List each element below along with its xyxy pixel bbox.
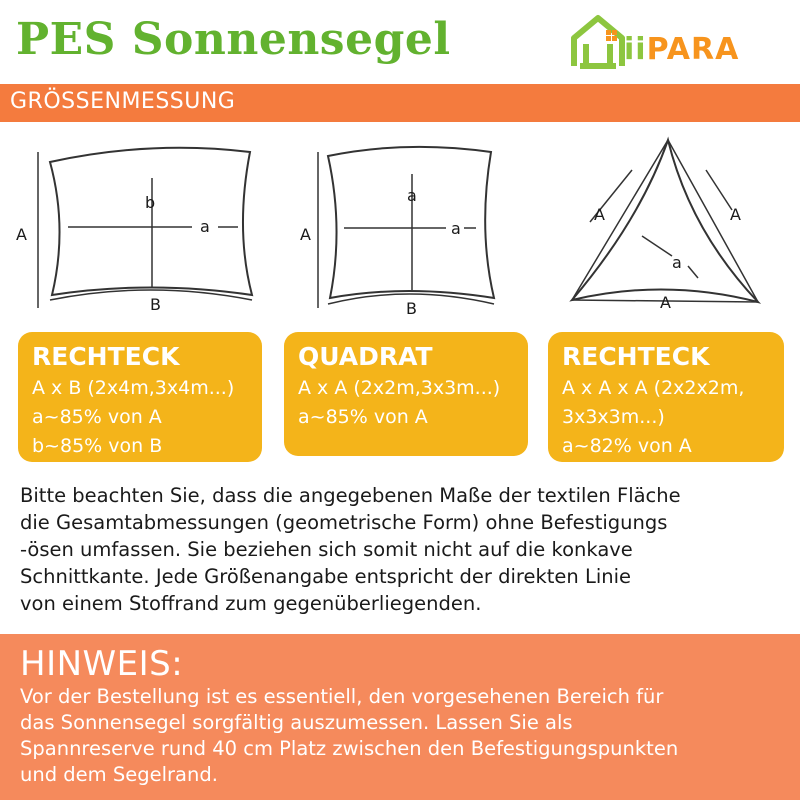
square-diagram	[296, 130, 516, 322]
note-line-5: von einem Stoffrand zum gegenüberliegenden.	[20, 592, 482, 615]
hinweis-line-4: und dem Segelrand.	[20, 763, 218, 786]
square-side-a-label: A	[300, 225, 311, 244]
note-line-3: -ösen umfassen. Sie beziehen sich somit nicht auf die konkave	[20, 538, 633, 561]
brand-part-1: ii	[624, 32, 647, 67]
triangle-side-right-label: A	[730, 205, 741, 224]
brand-part-2: PARA	[646, 32, 740, 67]
square-inner-a-right-label: a	[451, 219, 461, 238]
card-quadrat-line-2: a~85% von A	[298, 406, 428, 428]
rect-side-b-label: B	[150, 295, 161, 314]
card-dreieck-line-3: a~82% von A	[562, 435, 692, 457]
triangle-side-bottom-label: A	[660, 293, 671, 312]
section-header-bar	[0, 84, 800, 122]
card-dreieck	[548, 332, 784, 462]
card-quadrat	[284, 332, 528, 456]
card-dreieck-line-2: 3x3x3m...)	[562, 406, 665, 428]
hinweis-panel	[0, 634, 800, 800]
card-rechteck-line-1: A x B (2x4m,3x4m...)	[32, 377, 235, 399]
hinweis-title: HINWEIS:	[20, 644, 184, 684]
card-dreieck-title: RECHTECK	[562, 342, 710, 371]
card-quadrat-title: QUADRAT	[298, 342, 433, 371]
hinweis-line-3: Spannreserve rund 40 cm Platz zwischen den Befestigungspunkten	[20, 737, 679, 760]
square-side-b-label: B	[406, 299, 417, 318]
card-dreieck-line-1: A x A x A (2x2x2m,	[562, 377, 745, 399]
triangle-side-left-label: A	[594, 205, 605, 224]
triangle-inner-a-label: a	[672, 253, 682, 272]
card-quadrat-line-1: A x A (2x2m,3x3m...)	[298, 377, 501, 399]
measurement-note	[20, 482, 790, 617]
card-rechteck-line-2: a~85% von A	[32, 406, 162, 428]
brand-logo	[566, 8, 776, 78]
hinweis-line-1: Vor der Bestellung ist es essentiell, den vorgesehenen Bereich für	[20, 685, 664, 708]
card-rechteck	[18, 332, 262, 462]
rect-inner-a-label: a	[200, 217, 210, 236]
rectangle-diagram	[10, 130, 270, 322]
rect-side-a-label: A	[16, 225, 27, 244]
card-rechteck-title: RECHTECK	[32, 342, 180, 371]
section-header-label: GRÖSSENMESSUNG	[10, 89, 236, 114]
note-line-4: Schnittkante. Jede Größenangabe entspricht der direkten Linie	[20, 565, 632, 588]
page-title: PES Sonnensegel	[16, 14, 451, 65]
card-rechteck-line-3: b~85% von B	[32, 435, 163, 457]
triangle-diagram	[560, 130, 780, 322]
note-line-2: die Gesamtabmessungen (geometrische Form) ohne Befestigungs	[20, 511, 668, 534]
square-inner-a-top-label: a	[407, 186, 417, 205]
brand-wordmark	[624, 32, 739, 67]
rect-inner-b-label: b	[145, 193, 156, 212]
hinweis-line-2: das Sonnensegel sorgfältig auszumessen. Lassen Sie als	[20, 711, 573, 734]
note-line-1: Bitte beachten Sie, dass die angegebenen Maße der textilen Fläche	[20, 484, 681, 507]
